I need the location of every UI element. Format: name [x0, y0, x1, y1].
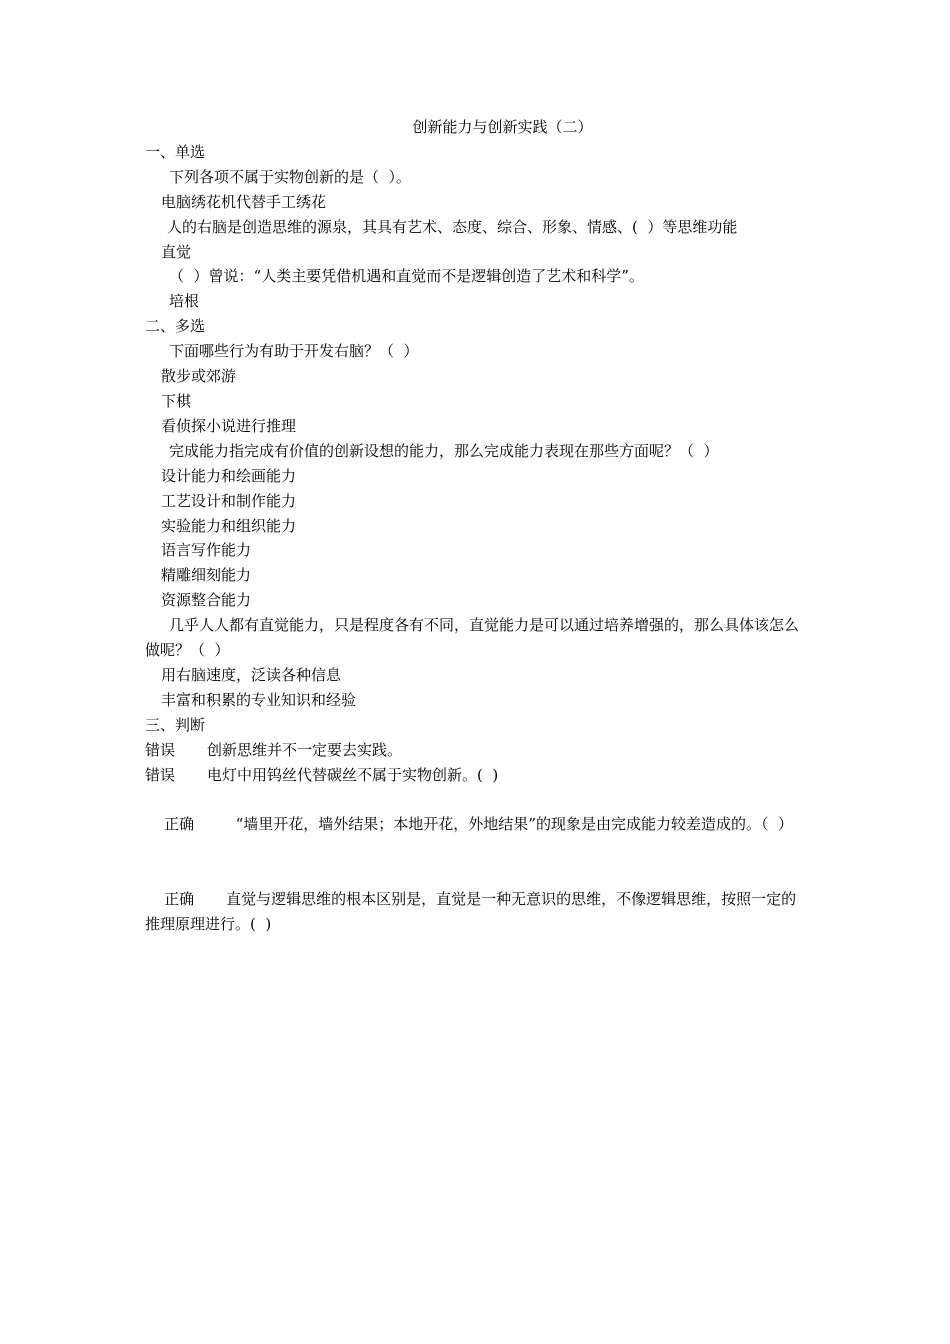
judge-answer: 正确 — [164, 815, 195, 834]
question-text: 下面哪些行为有助于开发右脑？（ ） — [169, 342, 419, 361]
judge-statement: “墙里开花，墙外结果；本地开花，外地结果”的现象是由完成能力较差造成的。（ ） — [226, 815, 793, 834]
document-page — [145, 115, 810, 962]
answer-option: 实验能力和组织能力 — [161, 516, 297, 535]
judge-answer: 错误 — [145, 740, 176, 759]
answer-option: 散步或郊游 — [161, 367, 237, 386]
judge-statement: 电灯中用钨丝代替碳丝不属于实物创新。( ) — [207, 765, 499, 784]
judge-answer: 正确 — [164, 890, 195, 909]
question-text: 下列各项不属于实物创新的是（ ）。 — [169, 167, 412, 186]
answer-option: 精雕细刻能力 — [161, 566, 252, 585]
judge-answer: 错误 — [145, 765, 176, 784]
judge-item-wrapped — [145, 787, 810, 862]
answer-option: 丰富和积累的专业知识和经验 — [161, 690, 357, 709]
judge-statement: 直觉与逻辑思维的根本区别是，直觉是一种无意识的思维，不像逻辑思维，按照一定的推理原理进行。( ) — [145, 890, 797, 933]
answer-option: 语言写作能力 — [161, 541, 252, 560]
answer-option: 下棋 — [161, 391, 192, 410]
answer-text: 直觉 — [161, 242, 192, 261]
answer-option: 用右脑速度，泛读各种信息 — [161, 665, 342, 684]
answer-option: 资源整合能力 — [161, 591, 252, 610]
judge-statement: 创新思维并不一定要去实践。 — [207, 740, 403, 759]
document-title: 创新能力与创新实践（二） — [412, 118, 593, 136]
judge-item-wrapped — [145, 862, 810, 962]
question-text: 人的右脑是创造思维的源泉，其具有艺术、态度、综合、形象、情感、( ）等思维功能 — [167, 217, 738, 236]
question-text: 完成能力指完成有价值的创新设想的能力，那么完成能力表现在那些方面呢？（ ） — [169, 441, 719, 460]
answer-option: 工艺设计和制作能力 — [161, 491, 297, 510]
judge-item — [145, 763, 810, 788]
question-text: （ ）曾说：“人类主要凭借机遇和直觉而不是逻辑创造了艺术和科学”。 — [169, 267, 644, 286]
question-text: 几乎人人都有直觉能力，只是程度各有不同，直觉能力是可以通过培养增强的，那么具体该怎么做呢？（ ） — [145, 616, 800, 660]
section-heading-multiple-choice: 二、多选 — [145, 317, 206, 336]
answer-option: 看侦探小说进行推理 — [161, 416, 297, 435]
answer-text: 培根 — [169, 292, 200, 311]
answer-text: 电脑绣花机代替手工绣花 — [161, 192, 327, 211]
judge-item — [145, 738, 810, 763]
section-heading-single-choice: 一、单选 — [145, 142, 206, 161]
answer-option: 设计能力和绘画能力 — [161, 466, 297, 485]
section-heading-true-false: 三、判断 — [145, 715, 206, 734]
